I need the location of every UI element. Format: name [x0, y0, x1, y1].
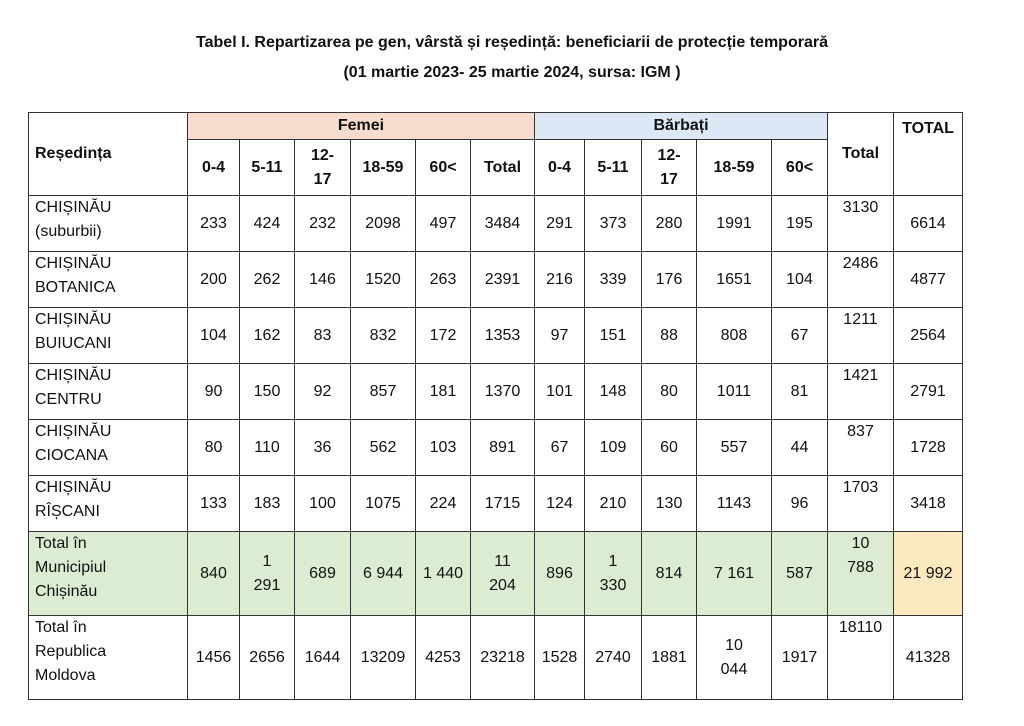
femei-total-cell: 2391: [471, 252, 535, 308]
residence-cell: CHIȘINĂU CIOCANA: [29, 420, 188, 476]
barbati-total-cell: 10 788: [828, 532, 894, 616]
residence-cell: CHIȘINĂU BOTANICA: [29, 252, 188, 308]
barbati-total-cell: 1421: [828, 364, 894, 420]
barbati-value-cell: 81: [772, 364, 828, 420]
grand-total-cell: 41328: [894, 616, 963, 700]
barbati-value-cell: 1143: [697, 476, 772, 532]
table-row: [29, 308, 963, 364]
table-row: [29, 364, 963, 420]
barbati-value-cell: 97: [535, 308, 585, 364]
barbati-value-cell: 339: [585, 252, 642, 308]
barbati-value-cell: 814: [642, 532, 697, 616]
barbati-age-header: 60<: [772, 140, 828, 196]
barbati-value-cell: 1917: [772, 616, 828, 700]
femei-value-cell: 80: [188, 420, 240, 476]
femei-value-cell: 146: [295, 252, 351, 308]
femei-value-cell: 13209: [351, 616, 416, 700]
barbati-value-cell: 67: [535, 420, 585, 476]
barbati-value-cell: 1528: [535, 616, 585, 700]
barbati-value-cell: 2740: [585, 616, 642, 700]
femei-value-cell: 1075: [351, 476, 416, 532]
femei-value-cell: 2098: [351, 196, 416, 252]
residence-header: [29, 113, 188, 196]
data-table: [28, 112, 963, 700]
barbati-value-cell: 7 161: [697, 532, 772, 616]
table-row: [29, 252, 963, 308]
femei-value-cell: 233: [188, 196, 240, 252]
grand-total-cell: 2564: [894, 308, 963, 364]
barbati-value-cell: 210: [585, 476, 642, 532]
femei-age-header: 12- 17: [295, 140, 351, 196]
femei-value-cell: 562: [351, 420, 416, 476]
barbati-label: Bărbați: [653, 117, 709, 134]
femei-value-cell: 83: [295, 308, 351, 364]
femei-value-cell: 424: [240, 196, 295, 252]
grand-total-cell: 6614: [894, 196, 963, 252]
barbati-total-cell: 2486: [828, 252, 894, 308]
femei-value-cell: 200: [188, 252, 240, 308]
barbati-value-cell: 1011: [697, 364, 772, 420]
femei-total-cell: 11 204: [471, 532, 535, 616]
femei-value-cell: 263: [416, 252, 471, 308]
grand-total-cell: 2791: [894, 364, 963, 420]
femei-value-cell: 110: [240, 420, 295, 476]
residence-cell: CHIȘINĂU (suburbii): [29, 196, 188, 252]
barbati-value-cell: 96: [772, 476, 828, 532]
header-spacer: [828, 113, 894, 140]
femei-age-header: 0-4: [188, 140, 240, 196]
barbati-value-cell: 60: [642, 420, 697, 476]
residence-cell: Total în Republica Moldova: [29, 616, 188, 700]
residence-cell: CHIȘINĂU CENTRU: [29, 364, 188, 420]
femei-age-header: 5-11: [240, 140, 295, 196]
femei-total-cell: 891: [471, 420, 535, 476]
residence-cell: CHIȘINĂU BUIUCANI: [29, 308, 188, 364]
barbati-value-cell: 88: [642, 308, 697, 364]
barbati-value-cell: 1991: [697, 196, 772, 252]
femei-value-cell: 1 291: [240, 532, 295, 616]
barbati-value-cell: 1881: [642, 616, 697, 700]
femei-value-cell: 100: [295, 476, 351, 532]
barbati-value-cell: 109: [585, 420, 642, 476]
barbati-value-cell: 373: [585, 196, 642, 252]
femei-value-cell: 36: [295, 420, 351, 476]
barbati-value-cell: 80: [642, 364, 697, 420]
femei-value-cell: 162: [240, 308, 295, 364]
table-row: [29, 196, 963, 252]
table-row: [29, 616, 963, 700]
barbati-value-cell: 808: [697, 308, 772, 364]
residence-cell: Total în Municipiul Chișinău: [29, 532, 188, 616]
femei-value-cell: 832: [351, 308, 416, 364]
femei-value-cell: 4253: [416, 616, 471, 700]
barbati-value-cell: 151: [585, 308, 642, 364]
femei-value-cell: 840: [188, 532, 240, 616]
femei-value-cell: 689: [295, 532, 351, 616]
femei-value-cell: 1 440: [416, 532, 471, 616]
barbati-total-cell: 18110: [828, 616, 894, 700]
femei-value-cell: 262: [240, 252, 295, 308]
table-row: [29, 476, 963, 532]
femei-value-cell: 181: [416, 364, 471, 420]
femei-age-header: 60<: [416, 140, 471, 196]
barbati-group-header: [535, 113, 828, 140]
femei-value-cell: 224: [416, 476, 471, 532]
barbati-value-cell: 124: [535, 476, 585, 532]
grand-total-cell: 3418: [894, 476, 963, 532]
femei-value-cell: 133: [188, 476, 240, 532]
barbati-value-cell: 176: [642, 252, 697, 308]
femei-age-header: 18-59: [351, 140, 416, 196]
barbati-value-cell: 1651: [697, 252, 772, 308]
barbati-age-header: 0-4: [535, 140, 585, 196]
femei-value-cell: 232: [295, 196, 351, 252]
femei-value-cell: 150: [240, 364, 295, 420]
femei-value-cell: 1644: [295, 616, 351, 700]
femei-label: Femei: [337, 117, 385, 134]
barbati-age-header: 12- 17: [642, 140, 697, 196]
barbati-value-cell: 557: [697, 420, 772, 476]
barbati-age-header: 5-11: [585, 140, 642, 196]
barbati-age-header: 18-59: [697, 140, 772, 196]
femei-value-cell: 183: [240, 476, 295, 532]
femei-total-cell: 1370: [471, 364, 535, 420]
barbati-value-cell: 587: [772, 532, 828, 616]
table-row: [29, 532, 963, 616]
femei-total-cell: 1353: [471, 308, 535, 364]
femei-group-header: [188, 113, 535, 140]
residence-header-label: Reședința: [35, 145, 112, 162]
barbati-total-cell: 837: [828, 420, 894, 476]
femei-value-cell: 1520: [351, 252, 416, 308]
table-body: [29, 196, 963, 700]
barbati-value-cell: 216: [535, 252, 585, 308]
barbati-total-header: Total: [828, 140, 894, 196]
femei-total-cell: 3484: [471, 196, 535, 252]
femei-value-cell: 1456: [188, 616, 240, 700]
barbati-value-cell: 101: [535, 364, 585, 420]
barbati-value-cell: 280: [642, 196, 697, 252]
title-line-1: Tabel I. Repartizarea pe gen, vârstă și reședință: beneficiarii de protecție temporară: [196, 34, 828, 51]
grand-total-header: [894, 113, 963, 196]
table-row: [29, 420, 963, 476]
barbati-value-cell: 67: [772, 308, 828, 364]
femei-value-cell: 103: [416, 420, 471, 476]
barbati-value-cell: 195: [772, 196, 828, 252]
grand-total-label: TOTAL: [902, 120, 954, 137]
barbati-total-cell: 1211: [828, 308, 894, 364]
barbati-total-cell: 1703: [828, 476, 894, 532]
residence-cell: CHIȘINĂU RÎȘCANI: [29, 476, 188, 532]
femei-total-cell: 23218: [471, 616, 535, 700]
grand-total-cell: 1728: [894, 420, 963, 476]
grand-total-cell: 4877: [894, 252, 963, 308]
title-line-2: (01 martie 2023- 25 martie 2024, sursa: IGM ): [343, 64, 681, 81]
grand-total-cell: 21 992: [894, 532, 963, 616]
barbati-value-cell: 10 044: [697, 616, 772, 700]
barbati-value-cell: 44: [772, 420, 828, 476]
femei-total-header: Total: [471, 140, 535, 196]
femei-value-cell: 92: [295, 364, 351, 420]
femei-value-cell: 6 944: [351, 532, 416, 616]
barbati-total-cell: 3130: [828, 196, 894, 252]
femei-total-cell: 1715: [471, 476, 535, 532]
barbati-value-cell: 291: [535, 196, 585, 252]
femei-value-cell: 857: [351, 364, 416, 420]
barbati-value-cell: 896: [535, 532, 585, 616]
table-title: [0, 28, 1024, 88]
femei-value-cell: 104: [188, 308, 240, 364]
femei-value-cell: 497: [416, 196, 471, 252]
femei-value-cell: 172: [416, 308, 471, 364]
barbati-value-cell: 148: [585, 364, 642, 420]
barbati-value-cell: 1 330: [585, 532, 642, 616]
femei-value-cell: 2656: [240, 616, 295, 700]
barbati-value-cell: 130: [642, 476, 697, 532]
femei-value-cell: 90: [188, 364, 240, 420]
barbati-value-cell: 104: [772, 252, 828, 308]
